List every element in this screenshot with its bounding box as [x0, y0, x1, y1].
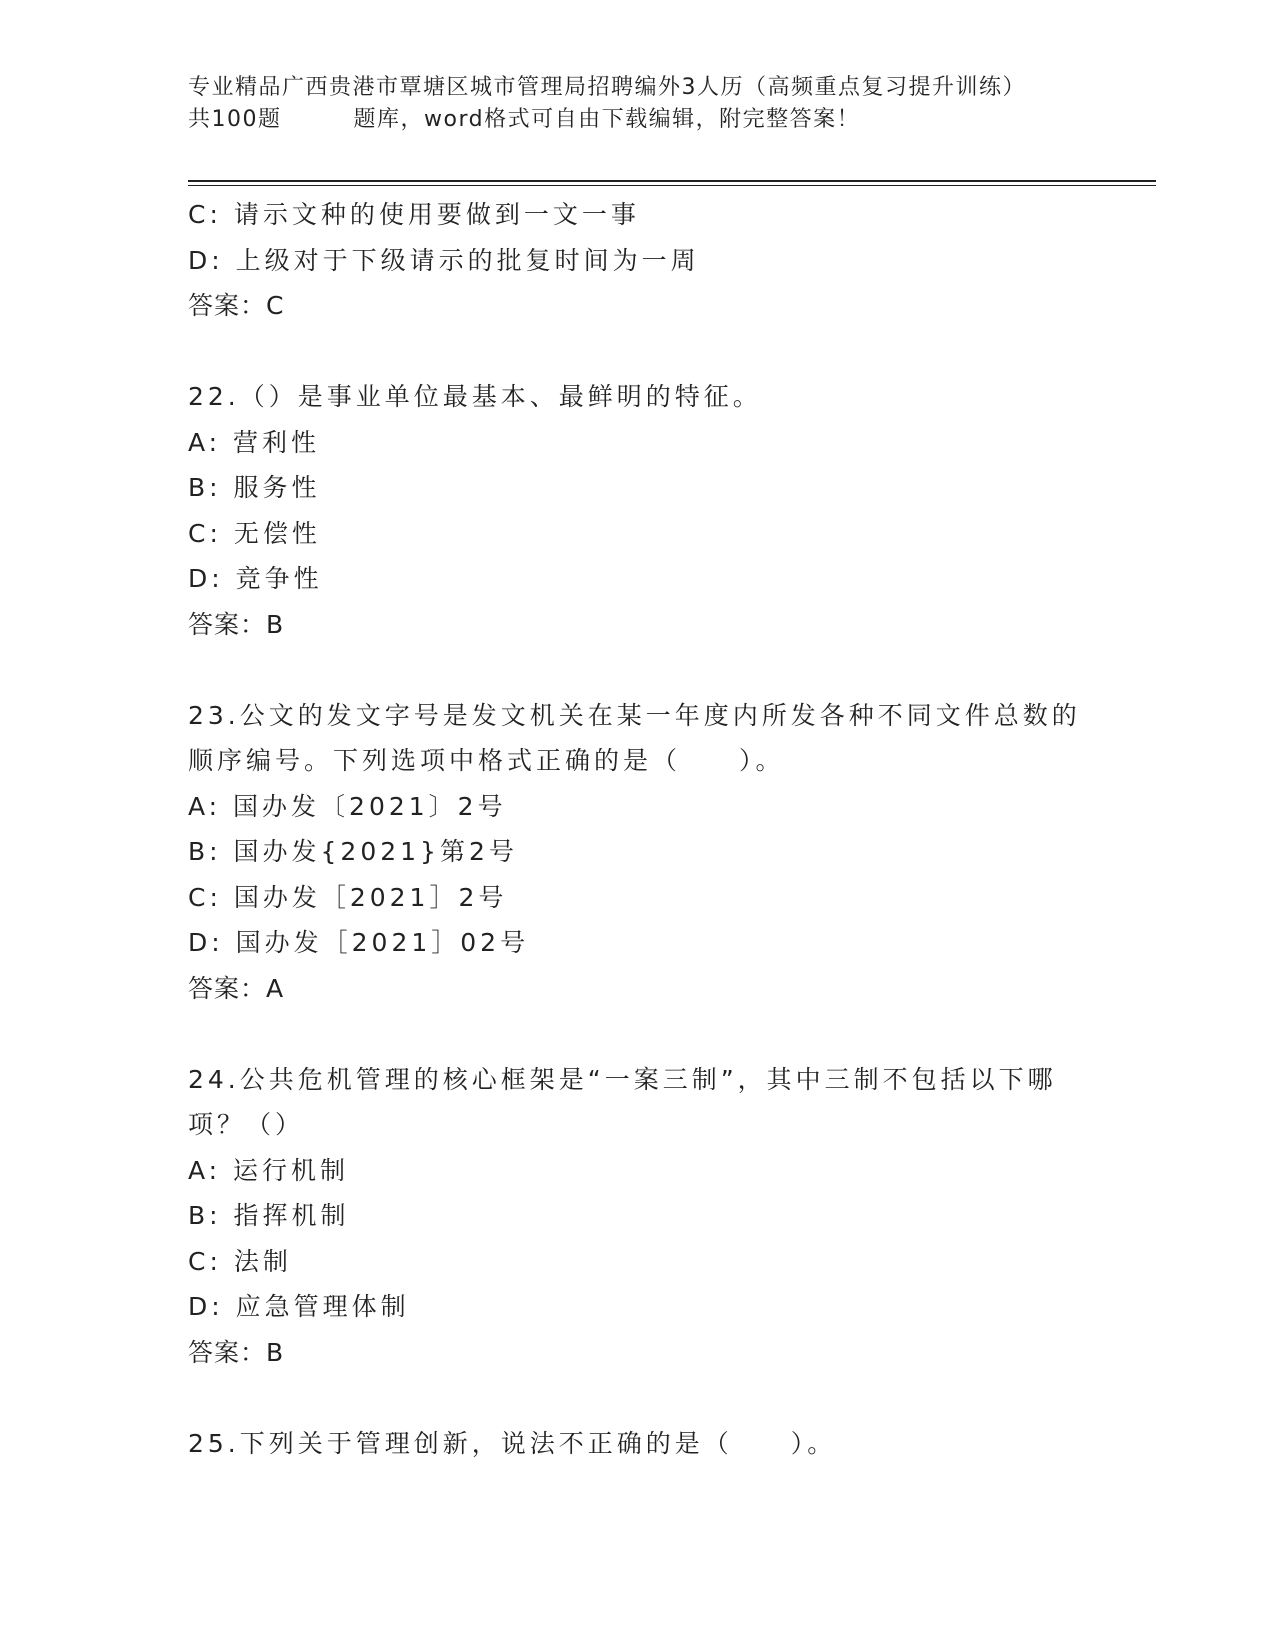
option-text: 指挥机制 — [233, 1201, 350, 1230]
option-letter: D: — [188, 928, 224, 957]
option-text: 请示文种的使用要做到一文一事 — [233, 200, 640, 229]
option-line — [188, 511, 1088, 557]
header-title: 专业精品广西贵港市覃塘区城市管理局招聘编外3人历（高频重点复习提升训练） — [188, 75, 1026, 100]
option-letter: B: — [188, 473, 222, 502]
option-line — [188, 192, 1088, 238]
question-stem: 25.下列关于管理创新，说法不正确的是（ ）。 — [188, 1428, 837, 1458]
option-text: 服务性 — [233, 473, 321, 502]
option-letter: B: — [188, 837, 222, 866]
header-subtitle — [188, 104, 1088, 136]
option-letter: D: — [188, 564, 224, 593]
option-text: 国办发［2021］2号 — [233, 882, 508, 912]
header-note: 题库，word格式可自由下载编辑，附完整答案！ — [353, 107, 861, 132]
option-line — [188, 920, 1088, 966]
option-text: 运行机制 — [233, 1155, 350, 1185]
option-letter: C: — [188, 518, 222, 548]
header-divider-thin — [188, 185, 1156, 186]
answer-line: 答案：B — [188, 609, 285, 639]
question-stem: 22.（）是事业单位最基本、最鲜明的特征。 — [188, 382, 762, 411]
option-letter: B: — [188, 1201, 222, 1230]
option-line — [188, 875, 1088, 921]
header-count: 共100题 — [188, 107, 282, 132]
option-letter: C: — [188, 1246, 222, 1276]
option-line — [188, 784, 1088, 830]
option-text: 应急管理体制 — [235, 1292, 410, 1321]
option-letter: C: — [188, 882, 222, 912]
question-stem: 23.公文的发文字号是发文机关在某一年度内所发各种不同文件总数的 — [188, 700, 1081, 730]
question-list — [188, 192, 1088, 1466]
option-line — [188, 556, 1088, 602]
option-line — [188, 420, 1088, 466]
option-letter: C: — [188, 200, 222, 229]
question-stem: 24.公共危机管理的核心框架是“一案三制”，其中三制不包括以下哪 — [188, 1064, 1057, 1094]
page-header — [188, 72, 1088, 136]
option-text: 国办发［2021］02号 — [235, 928, 530, 957]
answer-line: 答案：A — [188, 973, 285, 1003]
answer-line: 答案：C — [188, 291, 285, 320]
option-line — [188, 1239, 1088, 1285]
option-text: 上级对于下级请示的批复时间为一周 — [235, 245, 700, 275]
option-text: 国办发{2021}第2号 — [233, 837, 518, 866]
question-stem-cont: 顺序编号。下列选项中格式正确的是（ ）。 — [188, 746, 785, 775]
option-line — [188, 1284, 1088, 1330]
option-line — [188, 1193, 1088, 1239]
option-text: 营利性 — [233, 427, 321, 457]
option-letter: A: — [188, 791, 222, 821]
option-letter: A: — [188, 1155, 222, 1185]
question-stem-cont: 项？（） — [188, 1110, 305, 1139]
option-text: 法制 — [233, 1246, 292, 1276]
option-text: 无偿性 — [233, 518, 321, 548]
option-letter: D: — [188, 1292, 224, 1321]
option-line — [188, 1148, 1088, 1194]
option-line — [188, 465, 1088, 511]
option-line — [188, 238, 1088, 284]
option-text: 国办发〔2021〕2号 — [233, 791, 507, 821]
option-line — [188, 829, 1088, 875]
option-letter: D: — [188, 245, 224, 275]
option-text: 竞争性 — [235, 564, 323, 593]
answer-line: 答案：B — [188, 1337, 285, 1367]
option-letter: A: — [188, 427, 222, 457]
header-divider-thick — [188, 180, 1156, 182]
